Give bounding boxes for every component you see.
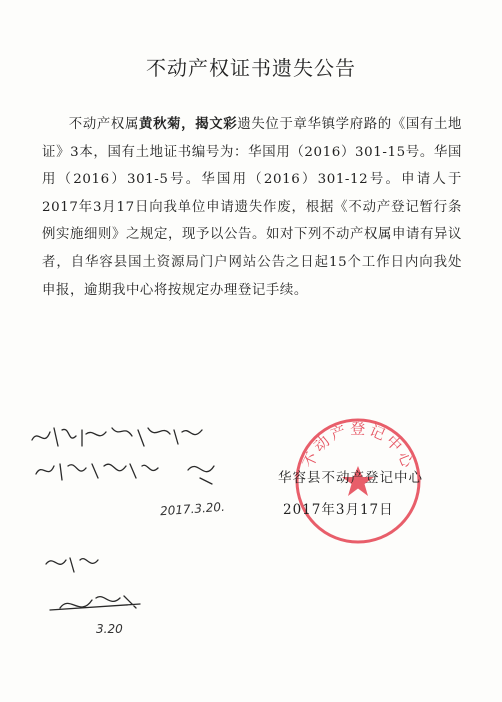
- handwritten-date: 2017.3.20.: [159, 499, 226, 519]
- announcement-body: [42, 111, 462, 304]
- announcement-paragraph: [42, 111, 462, 304]
- document-title: 不动产权证书遗失公告: [146, 56, 356, 80]
- handwritten-note-upper: [28, 418, 268, 528]
- issue-date: 2017年3月17日: [283, 502, 394, 518]
- issuer-name: 华容县不动产登记中心: [278, 470, 423, 486]
- handwritten-date2: 3.20: [96, 622, 123, 636]
- body-text-lead: 不动产权属: [68, 117, 140, 132]
- owner-names: 黄秋菊，揭文彩: [139, 116, 238, 132]
- body-text-main: 遗失位于章华镇学府路的《国有土地证》3本，国有土地证书编号为：华国用（2016）301-15号。华国用（2016）301-5号。华国用（2016）301-12号。申请人于2017年3月17日向我单位申请遗失作废，根据《不动产登记暂行条例实施细则》之规定，现予以公告。如对下列不动产权属申请有异议者，自华容县国土资源局门户网站公告之日起15个工作日内向我处申报，逾期我中心将按规定办理登记手续。: [42, 117, 462, 298]
- seal-text: 不动产登记中心: [299, 419, 418, 473]
